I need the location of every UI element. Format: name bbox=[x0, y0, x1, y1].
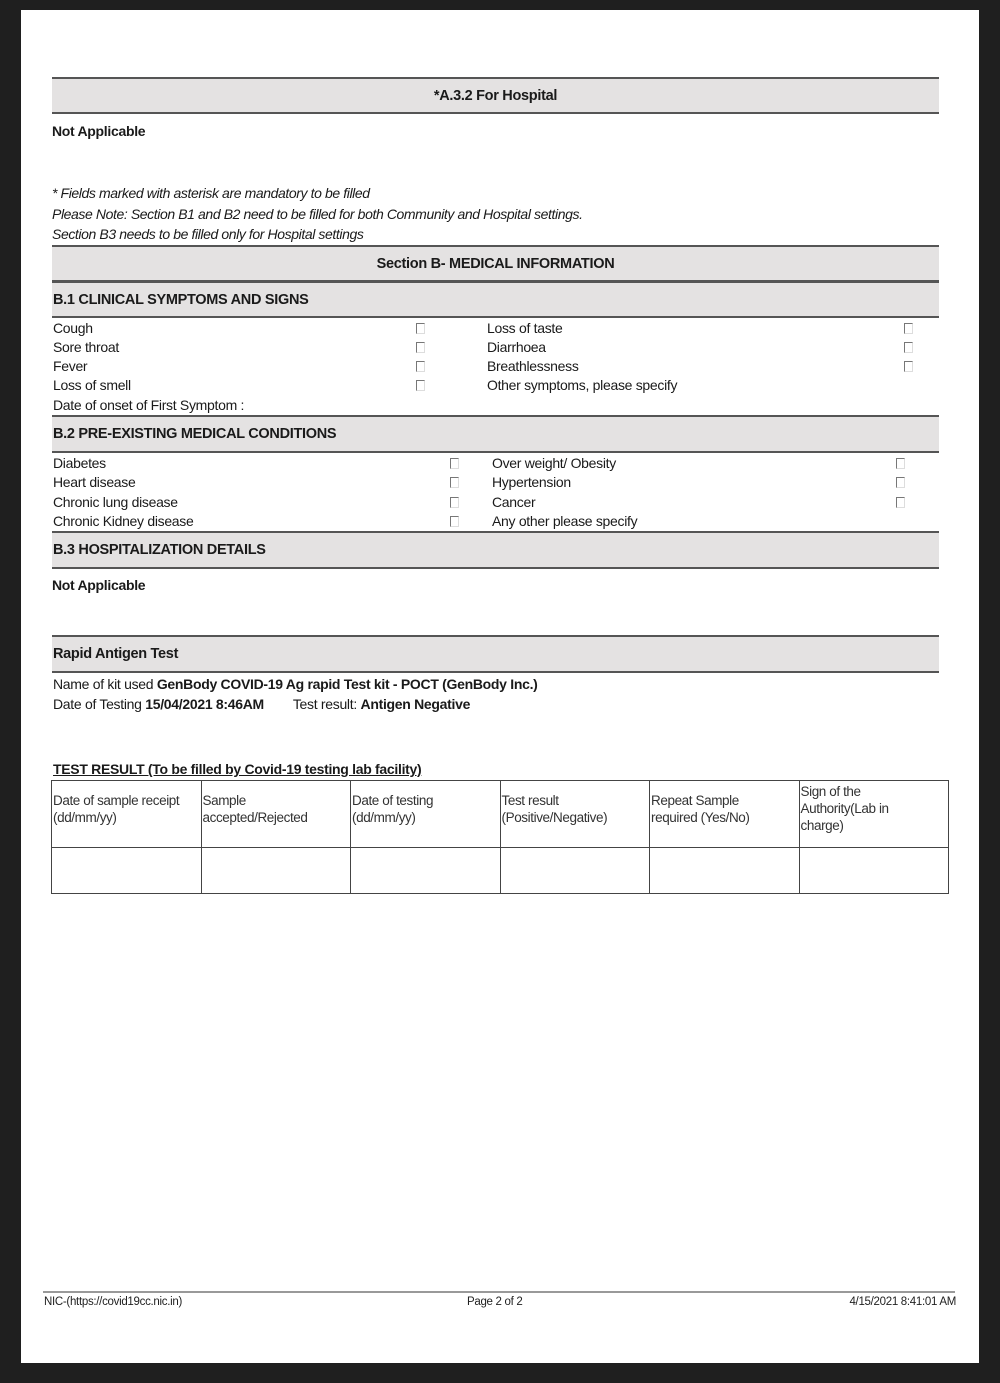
symptom-sore-throat-checkbox[interactable] bbox=[416, 342, 425, 353]
symptom-sore-throat-label: Sore throat bbox=[53, 339, 119, 355]
b1-header bbox=[52, 281, 939, 318]
condition-cancer-checkbox[interactable] bbox=[896, 497, 905, 508]
cell-sign-of-authority[interactable] bbox=[799, 848, 949, 894]
condition-chronic-lung-label: Chronic lung disease bbox=[53, 494, 178, 510]
b3-value: Not Applicable bbox=[52, 577, 146, 593]
condition-chronic-lung-checkbox[interactable] bbox=[450, 497, 459, 508]
kit-row bbox=[53, 676, 538, 692]
header-line: Authority(Lab in bbox=[800, 801, 889, 816]
kit-label: Name of kit used bbox=[53, 676, 154, 692]
section-b-header bbox=[52, 245, 939, 282]
header-line: Date of sample receipt bbox=[53, 793, 180, 808]
condition-hypertension-checkbox[interactable] bbox=[896, 477, 905, 488]
col-sign-of-authority bbox=[799, 781, 949, 848]
test-result-table bbox=[51, 780, 949, 894]
testing-date-label: Date of Testing bbox=[53, 696, 142, 712]
document-page bbox=[21, 10, 979, 1363]
col-sample-accepted-rejected bbox=[201, 781, 351, 848]
symptom-loss-of-smell-checkbox[interactable] bbox=[416, 380, 425, 391]
condition-heart-disease-label: Heart disease bbox=[53, 474, 136, 490]
symptom-loss-of-taste-checkbox[interactable] bbox=[904, 323, 913, 334]
section-a32-title: *A.3.2 For Hospital bbox=[433, 87, 558, 104]
condition-chronic-kidney-checkbox[interactable] bbox=[450, 516, 459, 527]
cell-date-of-sample-receipt[interactable] bbox=[52, 848, 202, 894]
symptom-loss-of-smell-label: Loss of smell bbox=[53, 377, 131, 393]
symptom-diarrhoea-label: Diarrhoea bbox=[487, 339, 546, 355]
condition-diabetes-label: Diabetes bbox=[53, 455, 106, 471]
header-line: Sign of the bbox=[800, 784, 861, 799]
condition-heart-disease-checkbox[interactable] bbox=[450, 477, 459, 488]
cell-repeat-sample[interactable] bbox=[650, 848, 800, 894]
condition-hypertension-label: Hypertension bbox=[492, 474, 571, 490]
col-repeat-sample bbox=[650, 781, 800, 848]
header-line: Test result bbox=[501, 793, 559, 808]
condition-chronic-kidney-label: Chronic Kidney disease bbox=[53, 513, 194, 529]
symptom-loss-of-taste-label: Loss of taste bbox=[487, 320, 563, 336]
note-b1-b2: Please Note: Section B1 and B2 need to be filled for both Community and Hospital settings. bbox=[52, 206, 583, 222]
header-line: Date of testing bbox=[352, 793, 434, 808]
footer-divider bbox=[43, 1291, 955, 1293]
table-row bbox=[52, 848, 949, 894]
symptom-breathlessness-checkbox[interactable] bbox=[904, 361, 913, 372]
condition-other-label: Any other please specify bbox=[492, 513, 638, 529]
onset-date-label: Date of onset of First Symptom : bbox=[53, 397, 245, 413]
header-line: accepted/Rejected bbox=[202, 810, 308, 825]
header-line: (dd/mm/yy) bbox=[53, 810, 117, 825]
condition-obesity-checkbox[interactable] bbox=[896, 458, 905, 469]
symptom-fever-checkbox[interactable] bbox=[416, 361, 425, 372]
section-a32-value: Not Applicable bbox=[52, 123, 146, 139]
footer-source: NIC-(https://covid19cc.nic.in) bbox=[44, 1296, 182, 1308]
col-date-of-testing bbox=[351, 781, 501, 848]
symptom-fever-label: Fever bbox=[53, 358, 88, 374]
symptom-other-label: Other symptoms, please specify bbox=[487, 377, 678, 393]
symptom-cough-checkbox[interactable] bbox=[416, 323, 425, 334]
kit-value: GenBody COVID-19 Ag rapid Test kit - POCT (GenBody Inc.) bbox=[156, 676, 538, 692]
b3-title: B.3 HOSPITALIZATION DETAILS bbox=[53, 542, 266, 558]
section-b-title: Section B- MEDICAL INFORMATION bbox=[376, 255, 615, 272]
symptom-cough-label: Cough bbox=[53, 320, 93, 336]
header-line: (Positive/Negative) bbox=[501, 810, 608, 825]
col-date-of-sample-receipt bbox=[52, 781, 202, 848]
footer-timestamp: 4/15/2021 8:41:01 AM bbox=[849, 1296, 956, 1308]
header-line: required (Yes/No) bbox=[651, 810, 750, 825]
rapid-antigen-title: Rapid Antigen Test bbox=[53, 646, 179, 662]
test-result-label: Test result: bbox=[292, 696, 357, 712]
header-line: Sample bbox=[202, 793, 246, 808]
b2-header bbox=[52, 415, 939, 453]
col-test-result bbox=[500, 781, 650, 848]
section-a32-header bbox=[52, 77, 939, 114]
header-line: (dd/mm/yy) bbox=[352, 810, 416, 825]
b1-title: B.1 CLINICAL SYMPTOMS AND SIGNS bbox=[53, 291, 309, 308]
header-line: charge) bbox=[800, 818, 844, 833]
header-line: Repeat Sample bbox=[651, 793, 739, 808]
b3-header bbox=[52, 531, 939, 569]
footer-page-number: Page 2 of 2 bbox=[467, 1296, 523, 1308]
table-header-row bbox=[52, 781, 949, 848]
symptom-breathlessness-label: Breathlessness bbox=[487, 358, 579, 374]
testing-date-value: 15/04/2021 8:46AM bbox=[145, 696, 264, 712]
b2-title: B.2 PRE-EXISTING MEDICAL CONDITIONS bbox=[53, 426, 337, 442]
condition-diabetes-checkbox[interactable] bbox=[450, 458, 459, 469]
condition-obesity-label: Over weight/ Obesity bbox=[492, 455, 616, 471]
condition-cancer-label: Cancer bbox=[492, 494, 536, 510]
symptom-diarrhoea-checkbox[interactable] bbox=[904, 342, 913, 353]
rapid-antigen-header bbox=[52, 635, 939, 673]
note-mandatory: * Fields marked with asterisk are mandatory to be filled bbox=[52, 185, 370, 201]
cell-sample-accepted-rejected[interactable] bbox=[201, 848, 351, 894]
cell-date-of-testing[interactable] bbox=[351, 848, 501, 894]
test-result-title: TEST RESULT (To be filled by Covid-19 testing lab facility) bbox=[53, 761, 422, 777]
note-b3: Section B3 needs to be filled only for Hospital settings bbox=[52, 226, 364, 242]
test-result-value: Antigen Negative bbox=[360, 696, 471, 712]
testing-row bbox=[53, 696, 470, 712]
cell-test-result[interactable] bbox=[500, 848, 650, 894]
